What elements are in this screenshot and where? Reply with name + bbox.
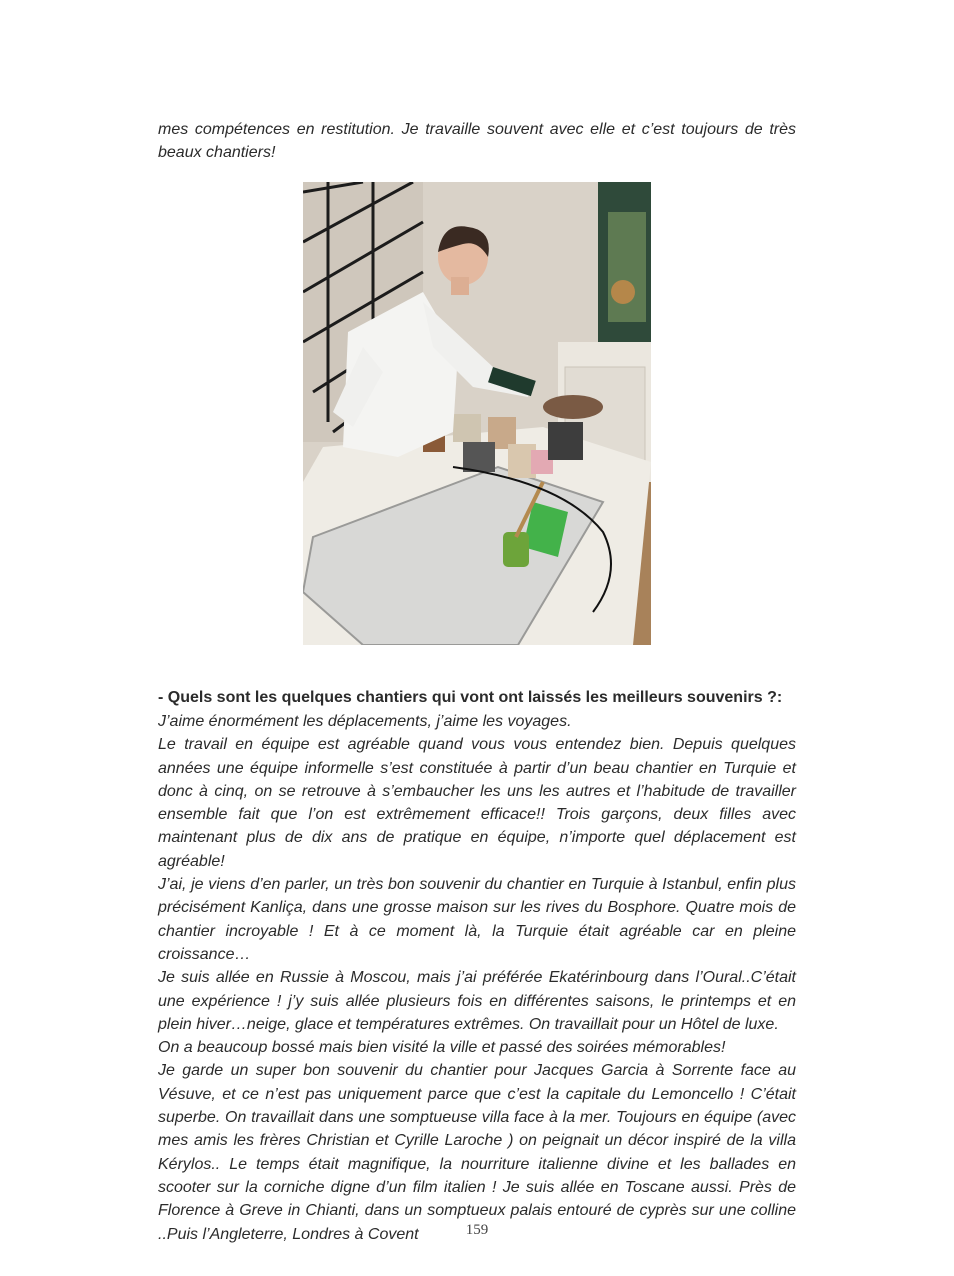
intro-paragraph — [158, 118, 796, 165]
answer-paragraph-3: J’ai, je viens d’en parler, un très bon souvenir du chantier en Turquie à Istanbul, enfin plus précisément Kanliça, dans une grosse maison sur les rives du Bosphore. Quatre mois de chantier incroyable ! Et à ce moment là, la Turquie était agréable car en pleine croissance… — [158, 876, 796, 963]
answer-paragraph-1: J’aime énormément les déplacements, j’aime les voyages. — [158, 713, 572, 730]
page-number: 159 — [465, 1222, 489, 1238]
answer-paragraph-6: Je garde un super bon souvenir du chantier pour Jacques Garcia à Sorrente face au Vésuve, et ce n’est pas uniquement parce que c’est la capitale du Lemoncello ! C’était superbe. On travaillait dans une somptueuse villa face à la mer. Toujours en équipe (avec mes amis les frères Christian et Cyrille Laroche ) on peignait un décor inspiré de la villa Kérylos.. Le temps était magnifique, la nourriture italienne divine et les ballades en scooter sur la corniche digne d’un film italien ! Je suis allée en Toscane aussi. Près de Florence à Greve in Chianti, dans un somptueux palais entouré de cyprès sur une colline ..Puis l’Angleterre, Londres à Covent — [158, 1062, 796, 1243]
answer-paragraph-2: Le travail en équipe est agréable quand vous vous entendez bien. Depuis quelques années une équipe informelle s’est constituée à partir d’un beau chantier en Turquie et donc à cinq, on se retrouve à s’embaucher les uns les autres et l’habitude de travailler ensemble fait que l’on est extrêmement efficace!! Trois garçons, deux filles avec maintenant plus de dix ans de pratique en équipe, n’importe quel déplacement est agréable! — [158, 736, 796, 870]
photo-restorer-at-work — [303, 182, 651, 645]
intro-text: mes compétences en restitution. Je travaille souvent avec elle et c’est toujours de très beaux chantiers! — [158, 121, 796, 162]
section-question: - Quels sont les quelques chantiers qui vont ont laissés les meilleurs souvenirs ?: — [158, 689, 783, 706]
answer-paragraph-4: Je suis allée en Russie à Moscou, mais j’ai préférée Ekatérinbourg dans l’Oural..C’était une expérience ! j’y suis allée plusieurs fois en différentes saisons, le printemps et en plein hiver…neige, glace et températures extrêmes. On travaillait pour un Hôtel de luxe. — [158, 969, 796, 1033]
answer-body — [158, 710, 796, 1246]
answer-paragraph-5: On a beaucoup bossé mais bien visité la ville et passé des soirées mémorables! — [158, 1039, 726, 1057]
